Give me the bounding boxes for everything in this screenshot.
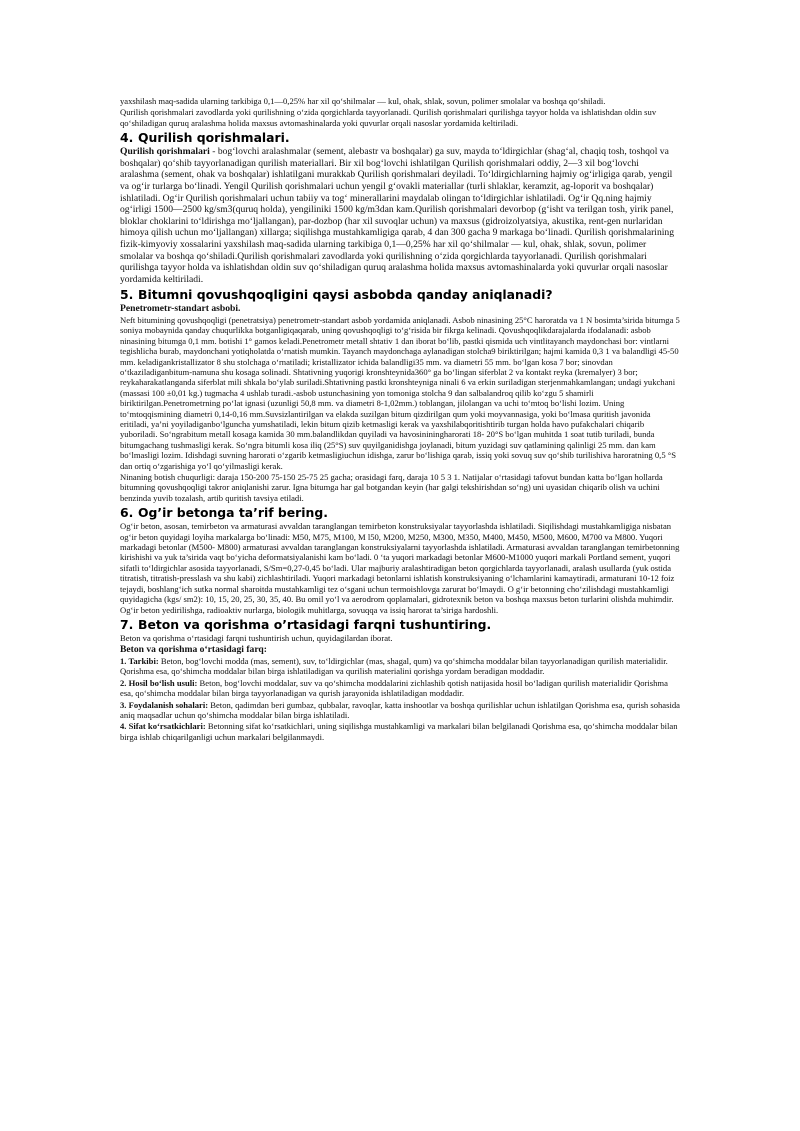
item-1-label: 1. Tarkibi: (120, 655, 159, 666)
item-2-text: Beton, bog‘lovchi moddalar, suv va qo‘shimcha moddalarini zichlashib qotish natijasida hosil bo‘ladigan qurilish materialidir Qorishma esa, qo‘shimcha moddalar bilan birga tayyorlanadigan va qurish jarayonida ishlatiladigan moddadir. (120, 677, 668, 699)
section-7-item-4 (120, 721, 680, 742)
item-2-label: 2. Hosil bo‘lish usuli: (120, 677, 198, 688)
section-5-number: 5. (120, 287, 134, 303)
section-7-item-1 (120, 656, 680, 677)
section-5-body: Neft bitumining qovushqoqligi (penetratsiya) penetrometr-standart asbob yordamida aniqlanadi. Asbob ninasining 25°C haroratda va 1 N bosimta’sirida bitumga 5 soniya mobaynida qanday chuqurlikka botganligiqaqarab, uning qovushqoqligi to‘g‘risida bir fikrga kelinadi. Qovushqoqlikdarajalarda ifodalanadi: asbob ninasining bitumga 0,1 mm. botishi 1° gamos keladi.Penetrometr metall shtativ 1 dan iborat bo‘lib, pastki qismida uch vintlitayanch maydonchasi bor: vintlarni tegishlicha burab, maydonchani yotiqholatda o‘rnatish mumkin. Tayanch maydonchaga aylanadigan stolcha9 biriktirilgan; hajmi kamida 0,3 1 va balandligi 45-50 mm. keladigankristallizator 8 shu stolchaga o‘rnatiladi; kristallizator ichida balandligi35 mm. va diametri 55 mm. bo‘lgan kosa 7 bor; sinovdan o‘tkaziladiganbitum-namuna shu kosaga solinadi. Shtativning yuqorigi kronshteynida360° ga bo‘lingan siferblat 2 va kontakt reyka (kremalyer) 3 bor; reykaharakatlanganda siferblat mili shkala bo‘ylab suriladi.Shtativning pastki kronshteyniga ninali 6 va erkin suriladigan sterjenmahkamlangan; undagi yukchani (massasi 100 ±0,01 kg.) tugmacha 4 ushlab turadi.-asbob ustunchasining yon tomoniga stolcha 9 dan salbalandroq qilib ko‘zgu 5 shamirli biriktirilgan.Penetrometrning po‘lat ignasi (uzunligi 50,8 mm. va diametri 8-1,02mm.) toblangan, jilolangan va uchi to‘mtoq bo‘lishi lozim. Uning to‘mtoqqismining diametri 0,14-0,16 mm.Suvsizlantirilgan va elakda suzilgan bitum qizdirilgan qum yoki moyvannasiga, yoki bo‘lmasa quritish javonida eritiladi, ya’ni yoyiladiganbo‘lguncha yumshatiladi, lekin bitum qizib ketmasligi kerak va yaxshilabqoritishtirib turgan holda havo pufakchalari chiqarib yuboriladi. So‘ngrabitum metall kosaga kamida 30 mm.balandlikdan quyiladi va havosininingharorati 18- 20°S bo‘lgan muhitda 1 soat tutib turiladi, bunda bitumgachang tushmasligi kerak. So‘ngra bitumli kosa iliq (25°S) suv quyilganidishga joylanadi, bitum yuzidagi suv qatlamining qalinligi 25 mm. dan kam bo‘lmasligi lozim. Idishdagi suvning harorati o‘zgarib ketmasligiuchun idishga, zarur bo‘lishiga qarab, issiq yoki sovuq suv qo‘shib turilishiva haroratning 0,5 °S dan ortiq o‘zgarishiga yo‘l qo‘yilmasligi kerak. (120, 314, 680, 471)
section-6-title: Og’ir betonga ta’rif bering. (138, 505, 328, 521)
section-7-item-2 (120, 678, 680, 699)
section-5-body-2: Ninaning botish chuqurligi: daraja 150-200 75-150 25-75 25 gacha; orasidagi farq, daraja 10 5 3 1. Natijalar o‘rtasidagi tafovut bundan katta bo‘lgan hollarda bitumning qovushqoqligi takror aniqlanishi zarur. Igna bitumga har gal botgandan keyin (har galgi tekshirishdan so‘ng) uni uyasidan chiqarib olish va uchini benzinda yuvib tozalash, artib quritish tavsiya etiladi. (120, 472, 663, 503)
section-5-subtitle: Penetrometr-standart asbobi. (120, 303, 241, 315)
section-5-heading (120, 287, 680, 302)
section-7-subtitle: Beton va qorishma o‘rtasidagi farq: (120, 644, 267, 656)
section-6-number: 6. (120, 505, 134, 521)
item-1-text: Beton, bog‘lovchi modda (mas, sement), suv, to‘ldirgichlar (mas, shagal, qum) va qo‘shimcha moddalar bilan tayyorlanadigan qurilish materialidir. Qorishma esa, qo‘shimcha moddalar bilan birga ishlatiladigan va qurilish materialini qorishga yordam beradigan moddadir. (120, 655, 668, 677)
item-4-label: 4. Sifat ko‘rsatkichlari: (120, 721, 206, 732)
section-4-paragraph (120, 146, 680, 285)
section-4-title: Qurilish qorishmalari. (138, 130, 290, 146)
section-4-body: - bog‘lovchi aralashmalar (sement, alebastr va boshqalar) ga suv, mayda to‘ldirgichlar (shag‘al, chaqiq tosh, toshqol va boshqalar) qo‘shib tayyorlanadigan qurilish materiallari. Bir xil bog‘lovchi ishlatilgan Qurilish qorishmalari oddiy, 2—3 xil bog‘lovchi aralashma (sement, ohak va boshqalar) ishlatilgani murakkab Qurilish qorishmalari deyiladi. To‘ldirgichlarning hajmiy og‘irligiga qarab, yengil va og‘ir turlarga bo‘linadi. Yengil Qurilish qorishmalari uchun yengil g‘ovakli materiallar (turli shlaklar, keramzit, ag-loporit va boshqalar) ishlatiladi. Og‘ir Qurilish qorishmalari uchun tabiiy va tog‘ minerallarini maydalab olingan to‘ldirgichlar ishlatiladi. Og‘ir Qq.ning hajmiy og‘irligi 1500—2500 kg/sm3(quruq holda), yengiliniki 1500 kg/m3dan kam.Qurilish qorishmalari devorbop (g‘isht va terilgan tosh, yirik panel, bloklar choklarini to‘ldirishga mo‘ljallangan), par-dozbop (har xil suvoqlar uchun) va maxsus (gidroizolyatsiya, akustika, rent-gen nurlaridan himoya qilish uchun mo‘ljallangan) xillarga; siqilishga mustahkamligiga qarab, 4 dan 300 gacha 9 markaga bo‘linadi. Qurilish qorishmalarining fizik-kimyoviy xossalarini yaxshilash maq-sadida ularning tarkibiga 0,1—0,25% har xil qo‘shilmalar — kul, ohak, shlak, sovun, polimer smolalar va boshqa qo‘shiladi.Qurilish qorishmalari zavodlarda yoki qurilishning o‘zida qorgichlarda tayyorlanadi. Qurilish qorishmalari qurilishga tayyor holda va ishlatishdan oldin suv qo‘shiladigan quruq aralashma holida maxsus avtomashinalarda yoki quvurlar orqali nasoslar yordamida keltiriladi. (120, 146, 675, 285)
section-7-item-3 (120, 700, 680, 721)
document-page (120, 96, 680, 743)
intro-paragraph-2: Qurilish qorishmalari zavodlarda yoki qurilishning o‘zida qorgichlarda tayyorlanadi. Qurilish qorishmalari qurilishga tayyor holda va ishlatishdan oldin suv qo‘shiladigan quruq aralashma holida maxsus avtomashinalarda yoki quvurlar orqali nasoslar yordamida keltiriladi. (120, 107, 657, 128)
section-7-number: 7. (120, 616, 134, 632)
section-4-lead: Qurilish qorishmalari (120, 146, 210, 158)
section-7-heading (120, 617, 680, 632)
intro-paragraph-1: yaxshilash maq-sadida ularning tarkibiga 0,1—0,25% har xil qo‘shilmalar — kul, ohak, shlak, sovun, polimer smolalar va boshqa qo‘shiladi. (120, 96, 606, 106)
section-6-body: Og‘ir beton, asosan, temirbeton va armaturasi avvaldan taranglangan temirbeton konstruksiyalar tayyorlashda ishlatiladi. Siqilishdagi mustahkamligiga nisbatan og‘ir beton quyidagi loyiha markalarga bo‘linadi: M50, M75, M100, M l50, M200, M250, M300, M350, M400, M450, M500, M600, M700 va M800. Yuqori markadagi betonlar (M500- M800) armaturasi avvaldan taranglangan konstruksiyalarni tayyorlashda ishlatiladi. Armaturasi avvaldan taranglangan temirbetonning kirishishi va yuk ta’sirida vaqt bo‘yicha deformatsiyalanishi kam bo‘ladi. 0 ‘ta yuqori markadagi betonlar M600-M1000 yuqori markali Portland sement, yuqori sifatli to‘ldirgichlar asosida tayyorlanadi, S/Sm=0,27-0,45 bo‘ladi. Ular majburiy aralashtiradigan beton qorgichlarda tayyorlanadi, aralash usullarda (yuk ostida titratish, titratish-presslash va shu kabi) zichlashtiriladi. Yuqori markadagi betonlarni ishlatish konstruksiyaning o‘lchamlarini kamaytiradi, armaturani 10-12 foiz tejaydi, boshlang‘ich sutka normal sharoitda mustahkamligi tez o‘sgani uchun termoishlovga zarurat bo‘lmaydi. O g‘ir betonning cho‘zilishdagi mustahkamligi quyidagicha (kgs/ sm2): 10, 15, 20, 25, 30, 35, 40. Bu omil yo‘l va aerodrom qoplamalari, gidrotexnik beton va boshqa maxsus beton turlarini olishda muhimdir. Og‘ir beton yedirilishga, radioaktiv nurlarga, biologik muhitlarga, sovuqqa va issiq harorat ta’siriga hardoshli. (120, 521, 680, 615)
item-4-text: Betonning sifat ko‘rsatkichlari, uning siqilishga mustahkamligi va markalari bilan belgilanadi Qorishma esa, qo‘shimcha moddalar bilan birga ishlab chiqarilganligi uchun markalari belgilanmaydi. (120, 721, 678, 742)
section-4-heading (120, 130, 680, 145)
item-3-label: 3. Foydalanish sohalari: (120, 699, 209, 710)
section-6-heading (120, 505, 680, 520)
item-3-text: Beton, qadimdan beri gumbaz, qubbalar, ravoqlar, katta inshootlar va boshqa qurilishlar uchun ishlatilgan Qorishma esa, qurish sohasida aniq maqsadlar uchun qo‘shimcha moddalar bilan birga ishlatiladi. (120, 699, 680, 720)
section-4-number: 4. (120, 130, 134, 146)
section-5-title: Bitumni qovushqoqligini qaysi asbobda qanday aniqlanadi? (138, 287, 553, 303)
section-7-title: Beton va qorishma o’rtasidagi farqni tushuntiring. (138, 616, 492, 632)
section-7-intro: Beton va qorishma o‘rtasidagi farqni tushuntirish uchun, quyidagilardan iborat. (120, 632, 393, 643)
